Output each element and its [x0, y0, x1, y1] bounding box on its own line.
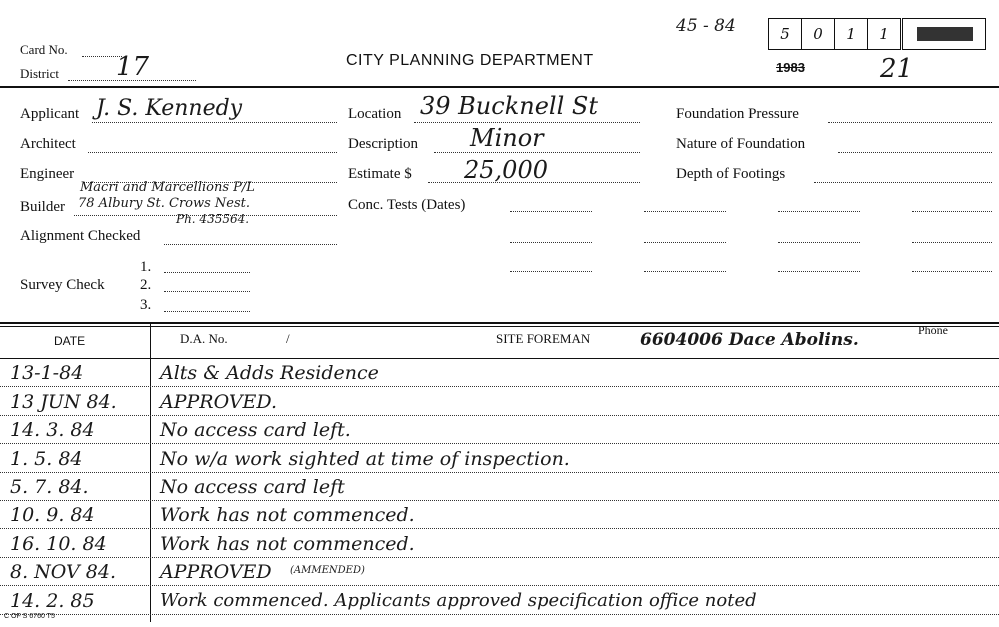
- description-label: Description: [348, 136, 418, 152]
- log-date: 10. 9. 84: [10, 504, 95, 526]
- log-row-line: [0, 443, 999, 444]
- log-date: 14. 3. 84: [10, 419, 95, 441]
- box-digit-4: 1: [867, 18, 901, 50]
- log-date: 5. 7. 84.: [10, 476, 89, 498]
- site-foreman-label: SITE FOREMAN: [496, 331, 591, 346]
- year-stamp: 1983: [776, 60, 805, 75]
- log-entry: Work has not commenced.: [160, 504, 415, 526]
- survey-num-3: 3.: [140, 297, 152, 313]
- phone-label: Phone: [918, 323, 948, 337]
- description-value: Minor: [470, 124, 544, 152]
- depth-footings-label: Depth of Footings: [676, 166, 786, 182]
- da-no-label: D.A. No.: [180, 331, 228, 346]
- log-row-line: [0, 500, 999, 501]
- foundation-pressure-label: Foundation Pressure: [676, 106, 799, 122]
- log-row-line: [0, 415, 999, 416]
- log-row-line: [0, 614, 999, 615]
- log-date: 13-1-84: [10, 362, 84, 384]
- card-no-label: Card No.: [20, 42, 68, 57]
- redaction-stamp: [917, 27, 973, 41]
- page-title: CITY PLANNING DEPARTMENT: [346, 52, 594, 69]
- log-date: 16. 10. 84: [10, 533, 107, 555]
- survey-num-1: 1.: [140, 259, 152, 275]
- log-date: 13 JUN 84.: [10, 391, 117, 413]
- log-entry: Work commenced. Applicants approved specification office noted: [160, 590, 757, 611]
- log-note: (AMMENDED): [290, 565, 365, 576]
- estimate-value: 25,000: [464, 156, 548, 184]
- estimate-label: Estimate $: [348, 166, 412, 182]
- log-entry: APPROVED: [160, 561, 272, 583]
- log-entry: No access card left.: [160, 419, 351, 441]
- log-entry: No w/a work sighted at time of inspection.: [160, 448, 570, 470]
- log-entry: Alts & Adds Residence: [160, 362, 379, 384]
- engineer-label: Engineer: [20, 166, 75, 182]
- log-entry: Work has not commenced.: [160, 533, 415, 555]
- log-row-line: [0, 472, 999, 473]
- log-entry: No access card left: [160, 476, 345, 498]
- box-digit-3: 1: [834, 18, 868, 50]
- log-date: 1. 5. 84: [10, 448, 83, 470]
- survey-num-2: 2.: [140, 277, 152, 293]
- alignment-label: Alignment Checked: [20, 228, 141, 244]
- builder-phone: Ph. 435564.: [176, 212, 250, 226]
- ref-number: 45 - 84: [676, 16, 736, 36]
- log-entry: APPROVED.: [160, 391, 278, 413]
- box-digit-2: 0: [801, 18, 835, 50]
- location-value: 39 Bucknell St: [420, 92, 598, 120]
- survey-label: Survey Check: [20, 277, 105, 293]
- district-label: District: [20, 66, 59, 81]
- nature-foundation-label: Nature of Foundation: [676, 136, 806, 152]
- log-row-line: [0, 585, 999, 586]
- applicant-value: J. S. Kennedy: [96, 96, 243, 121]
- stamp-box: [902, 18, 986, 50]
- date-header: DATE: [54, 334, 86, 348]
- year-hand: 21: [880, 54, 914, 84]
- log-row-line: [0, 528, 999, 529]
- applicant-label: Applicant: [20, 106, 80, 122]
- box-digit-1: 5: [768, 18, 802, 50]
- site-foreman-value: 6604006 Dace Abolins.: [640, 330, 859, 350]
- district-value: 17: [116, 52, 150, 82]
- conc-tests-label: Conc. Tests (Dates): [348, 197, 466, 213]
- builder-address: 78 Albury St. Crows Nest.: [78, 196, 251, 211]
- log-row-line: [0, 557, 999, 558]
- form-code: C OF S 6760 T5: [4, 613, 55, 620]
- log-row-line: [0, 386, 999, 387]
- log-date: 8. NOV 84.: [10, 561, 117, 583]
- builder-name: Macri and Marcellions P/L: [80, 180, 255, 195]
- architect-label: Architect: [20, 136, 76, 152]
- da-no-value: /: [286, 331, 290, 346]
- builder-label: Builder: [20, 199, 65, 215]
- log-date: 14. 2. 85: [10, 590, 95, 612]
- location-label: Location: [348, 106, 402, 122]
